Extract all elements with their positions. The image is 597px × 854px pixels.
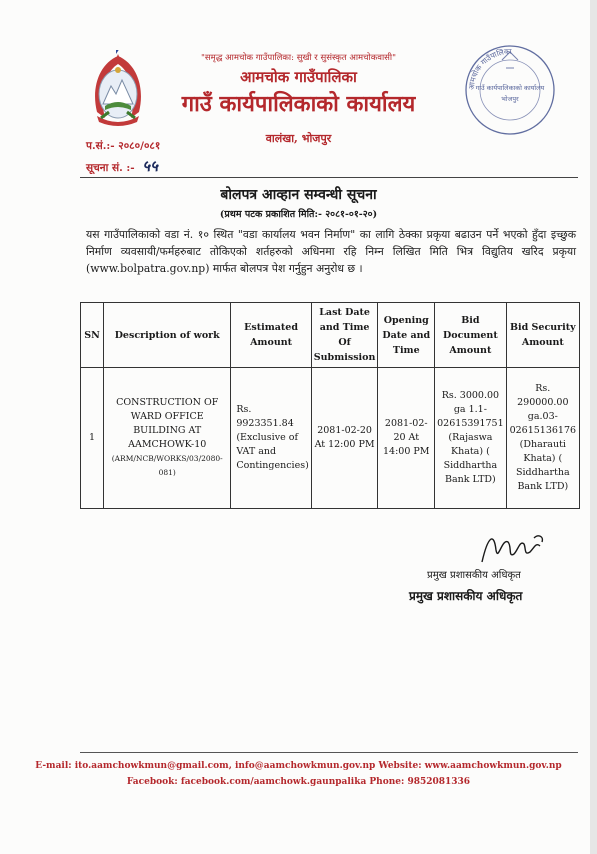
footer-social: Facebook: facebook.com/aamchowk.gaunpalika Phone: 9852081336 — [126, 777, 471, 787]
tender-table — [80, 302, 580, 509]
municipality-name: आमचोक गाउँपालिका — [240, 68, 357, 86]
header-description: Description of work — [104, 303, 231, 368]
office-address: वालंखा, भोजपुर — [265, 132, 332, 145]
cell-bid-document: Rs. 3000.00 ga 1.1-02615391751 (Rajaswa Khata) ( Siddhartha Bank LTD) — [435, 368, 506, 509]
header-last-date: Last Date and Time Of Submission — [311, 303, 378, 368]
notice-title: बोलपत्र आव्हान सम्वन्धी सूचना — [220, 187, 377, 203]
footer-divider — [80, 752, 578, 753]
seal-text-middle: गाउँ कार्यपालिकाको कार्यालय — [475, 84, 545, 92]
header-opening: Opening Date and Time — [378, 303, 435, 368]
header-sn: SN — [81, 303, 104, 368]
work-description: CONSTRUCTION OF WARD OFFICE BUILDING AT AAMCHOWK-10 — [116, 397, 219, 450]
motto: "समृद्ध आमचोक गाउँपालिका: सुखी र सुसंस्कृत आमचोकवासी" — [200, 53, 397, 63]
publication-date: (प्रथम पटक प्रकाशित मिति:- २०८१-०१-२०) — [219, 209, 378, 220]
scan-edge — [590, 0, 597, 854]
signatory-title-handwritten: प्रमुख प्रशासकीय अधिकृत — [427, 570, 521, 581]
notice-number-value: ५५ — [142, 157, 158, 175]
table-row — [81, 368, 580, 509]
cell-estimated: Rs. 9923351.84 (Exclusive of VAT and Contingencies) — [231, 368, 311, 509]
reference-value: २०८०/०८१ — [118, 140, 161, 152]
cell-last-date: 2081-02-20 At 12:00 PM — [311, 368, 378, 509]
header-bid-document: Bid Document Amount — [435, 303, 506, 368]
reference-label: प.सं.:- — [86, 140, 115, 152]
seal-text-outer: आमचोक गाउँपालिका — [466, 46, 512, 91]
seal-text-bottom: भोजपुर — [501, 95, 519, 103]
header-estimated: Estimated Amount — [231, 303, 311, 368]
table-header-row — [81, 303, 580, 368]
cell-description — [104, 368, 231, 509]
footer-contact: E-mail: ito.aamchowkmun@gmail.com, info@aamchowkmun.gov.np Website: www.aamchowkmun.gov.np — [35, 761, 562, 771]
signatory-title-stamp: प्रमुख प्रशासकीय अधिकृत — [409, 589, 523, 603]
header-bid-security: Bid Security Amount — [506, 303, 579, 368]
header-divider — [80, 177, 578, 178]
signature-icon — [478, 528, 548, 568]
notice-number-label: सूचना सं. :- — [86, 162, 135, 174]
cell-sn: 1 — [81, 368, 104, 509]
notice-number — [86, 156, 158, 176]
office-name: गाउँ कार्यपालिकाको कार्यालय — [181, 91, 416, 117]
notice-body: यस गाउँपालिकाको वडा नं. १० स्थित "वडा कार्यालय भवन निर्माण" का लागि ठेक्का प्रकृया बढाउन पर्ने भएको हुँदा इच्छुक निर्माण व्यवसायी/फर्महरुबाट तोकिएको शर्तहरुको अधिनमा रहि निम्न लिखित मिति भित्र विद्युतिय खरिद प्रकृया (www.bolpatra.gov.np) मार्फत बोलपत्र पेश गर्नुहुन अनुरोध छ । — [86, 228, 576, 275]
work-reference: (ARM/NCB/WORKS/03/2080-081) — [111, 454, 223, 477]
reference-number — [86, 139, 160, 153]
cell-bid-security: Rs. 290000.00 ga.03-02615136176 (Dharauti Khata) ( Siddhartha Bank LTD) — [506, 368, 579, 509]
cell-opening: 2081-02-20 At 14:00 PM — [378, 368, 435, 509]
